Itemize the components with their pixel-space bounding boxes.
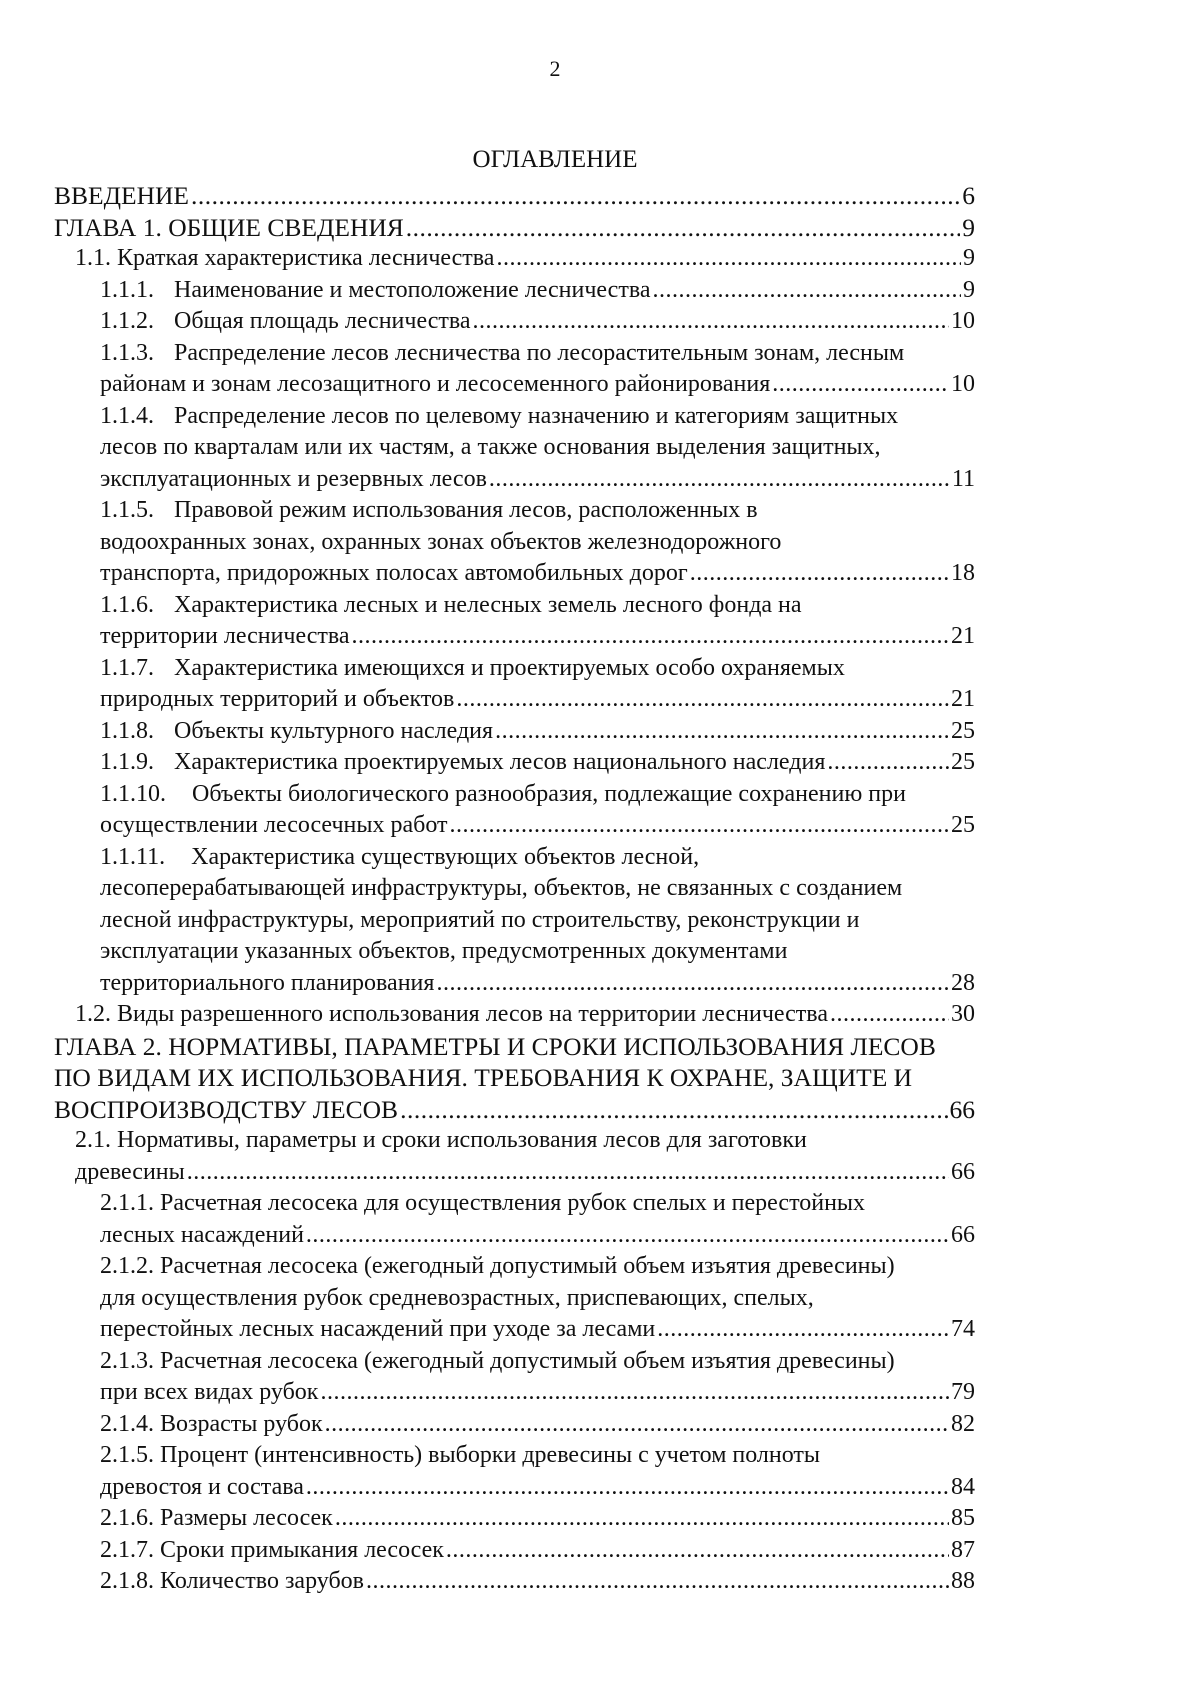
toc-entry-number: 1.1.8. xyxy=(100,717,154,744)
toc-list xyxy=(0,180,1200,1598)
dot-leader xyxy=(652,275,961,307)
toc-entry-number: 1.1.2. xyxy=(100,308,154,334)
toc-entry-text: перестойных лесных насаждений при уходе за лесами xyxy=(100,1316,656,1342)
toc-page-number: 21 xyxy=(951,623,975,649)
dot-leader xyxy=(306,1472,949,1504)
toc-page-number: 85 xyxy=(951,1505,975,1531)
toc-entry[interactable] xyxy=(100,653,975,716)
toc-page-number: 25 xyxy=(951,812,975,838)
toc-entry-number: 1.1.3. xyxy=(100,339,154,366)
toc-entry-text: территориального планирования xyxy=(100,969,435,996)
toc-entry[interactable] xyxy=(100,401,975,496)
toc-page-number: 10 xyxy=(951,371,975,397)
toc-entry-text: 2.1.4. Возрасты рубок xyxy=(100,1410,323,1437)
toc-entry-text: 1.1. Краткая характеристика лесничества xyxy=(75,245,495,271)
toc-page-number: 28 xyxy=(951,969,975,996)
toc-entry-text: ПО ВИДАМ ИХ ИСПОЛЬЗОВАНИЯ. ТРЕБОВАНИЯ К ОХРАНЕ, ЗАЩИТЕ И xyxy=(54,1063,913,1092)
dot-leader xyxy=(325,1409,949,1441)
toc-entry-number: 1.1.6. xyxy=(100,591,154,618)
toc-page-number: 6 xyxy=(962,181,975,210)
dot-leader xyxy=(400,1094,947,1126)
toc-entry[interactable] xyxy=(100,779,975,842)
toc-entry[interactable] xyxy=(54,1031,975,1126)
toc-entry[interactable] xyxy=(100,1535,975,1567)
toc-page-number: 9 xyxy=(963,276,975,303)
toc-page-number: 88 xyxy=(951,1568,975,1594)
toc-entry-text: древостоя и состава xyxy=(100,1473,304,1500)
toc-entry[interactable] xyxy=(54,180,975,212)
toc-title: ОГЛАВЛЕНИЕ xyxy=(472,146,638,173)
toc-entry-text: Характеристика лесных и нелесных земель лесного фонда на xyxy=(174,591,802,618)
toc-entry-text: эксплуатации указанных объектов, предусмотренных документами xyxy=(100,938,788,964)
dot-leader xyxy=(406,212,960,244)
toc-entry-text: для осуществления рубок средневозрастных, приспевающих, спелых, xyxy=(100,1284,814,1311)
toc-entry-text: 2.1.3. Расчетная лесосека (ежегодный допустимый объем изъятия древесины) xyxy=(100,1347,895,1374)
dot-leader xyxy=(489,464,950,496)
toc-entry-text: территории лесничества xyxy=(100,623,350,649)
toc-page-number: 66 xyxy=(951,1158,975,1185)
toc-entry-text: Распределение лесов по целевому назначению и категориям защитных xyxy=(174,402,899,429)
toc-entry-text: лесоперерабатывающей инфраструктуры, объектов, не связанных с созданием xyxy=(100,875,903,901)
dot-leader xyxy=(772,369,949,401)
toc-page-number: 82 xyxy=(951,1410,975,1437)
toc-entry-text: 2.1.2. Расчетная лесосека (ежегодный допустимый объем изъятия древесины) xyxy=(100,1253,895,1279)
dot-leader xyxy=(446,1535,949,1567)
toc-page-number: 66 xyxy=(951,1221,975,1248)
toc-entry-text: 2.1.7. Сроки примыкания лесосек xyxy=(100,1536,444,1563)
toc-page-number: 10 xyxy=(951,308,975,334)
dot-leader xyxy=(827,747,949,779)
dot-leader xyxy=(690,558,949,590)
toc-page-number: 18 xyxy=(951,560,975,586)
toc-entry-text: лесной инфраструктуры, мероприятий по строительству, реконструкции и xyxy=(100,906,860,933)
dot-leader xyxy=(352,621,949,653)
toc-entry-text: при всех видах рубок xyxy=(100,1379,319,1405)
toc-entry[interactable] xyxy=(100,842,975,1000)
toc-entry[interactable] xyxy=(100,590,975,653)
toc-entry-text: водоохранных зонах, охранных зонах объектов железнодорожного xyxy=(100,528,782,555)
toc-entry-text: 2.1.1. Расчетная лесосека для осуществления рубок спелых и перестойных xyxy=(100,1190,866,1216)
toc-entry[interactable] xyxy=(100,716,975,748)
dot-leader xyxy=(657,1314,949,1346)
toc-page-number: 11 xyxy=(951,465,975,492)
dot-leader xyxy=(191,180,960,212)
toc-page-number: 25 xyxy=(951,749,975,775)
toc-entry[interactable] xyxy=(100,1503,975,1535)
toc-page-number: 84 xyxy=(951,1473,975,1500)
toc-entry-number: 1.1.10. xyxy=(100,780,166,807)
toc-entry-text: 1.2. Виды разрешенного использования лесов на территории лесничества xyxy=(75,1001,828,1027)
toc-entry-text: осуществлении лесосечных работ xyxy=(100,812,448,838)
dot-leader xyxy=(450,810,949,842)
toc-entry[interactable] xyxy=(100,1440,975,1503)
dot-leader xyxy=(436,968,949,1000)
toc-entry[interactable] xyxy=(75,243,975,275)
toc-entry[interactable] xyxy=(100,1188,975,1251)
dot-leader xyxy=(496,243,961,275)
toc-entry[interactable] xyxy=(100,1251,975,1346)
toc-entry-number: 1.1.9. xyxy=(100,749,154,775)
toc-entry[interactable] xyxy=(100,275,975,307)
toc-entry-text: 2.1. Нормативы, параметры и сроки использования лесов для заготовки xyxy=(75,1127,807,1153)
toc-entry-text: 2.1.5. Процент (интенсивность) выборки древесины с учетом полноты xyxy=(100,1442,821,1468)
dot-leader xyxy=(473,306,949,338)
toc-entry[interactable] xyxy=(100,495,975,590)
toc-entry-text: ВВЕДЕНИЕ xyxy=(54,181,189,210)
toc-entry-number: 1.1.5. xyxy=(100,497,154,523)
toc-entry-text: Объекты биологического разнообразия, подлежащие сохранению при xyxy=(192,780,906,807)
toc-page-number: 74 xyxy=(951,1316,975,1342)
toc-entry-text: районам и зонам лесозащитного и лесосеменного районирования xyxy=(100,371,771,397)
toc-entry-text: 2.1.6. Размеры лесосек xyxy=(100,1505,333,1531)
toc-entry-text: Характеристика проектируемых лесов национального наследия xyxy=(174,749,826,775)
page-number: 2 xyxy=(549,56,561,81)
toc-entry-text: ГЛАВА 2. НОРМАТИВЫ, ПАРАМЕТРЫ И СРОКИ ИСПОЛЬЗОВАНИЯ ЛЕСОВ xyxy=(54,1031,936,1061)
toc-entry-number: 1.1.1. xyxy=(100,276,154,303)
toc-page-number: 79 xyxy=(951,1379,975,1405)
toc-page-number: 25 xyxy=(951,717,975,744)
toc-entry-text: природных территорий и объектов xyxy=(100,686,455,712)
dot-leader xyxy=(306,1220,949,1252)
toc-page-number: 30 xyxy=(951,1001,975,1027)
toc-entry[interactable] xyxy=(100,1566,975,1598)
toc-page-number: 21 xyxy=(951,686,975,712)
dot-leader xyxy=(320,1377,949,1409)
toc-entry-text: Наименование и местоположение лесничества xyxy=(174,276,651,303)
toc-page-number: 9 xyxy=(962,212,975,242)
toc-entry[interactable] xyxy=(100,1346,975,1409)
toc-entry[interactable] xyxy=(100,306,975,338)
toc-entry-text: Характеристика имеющихся и проектируемых особо охраняемых xyxy=(174,654,845,681)
toc-entry-text: Общая площадь лесничества xyxy=(174,308,471,334)
dot-leader xyxy=(335,1503,949,1535)
toc-entry-text: 2.1.8. Количество зарубов xyxy=(100,1568,364,1594)
toc-page-number: 66 xyxy=(949,1094,975,1124)
toc-entry-text: лесных насаждений xyxy=(100,1221,304,1248)
dot-leader xyxy=(456,684,949,716)
toc-entry-number: 1.1.4. xyxy=(100,402,154,429)
dot-leader xyxy=(495,716,949,748)
toc-entry-number: 1.1.11. xyxy=(100,843,166,870)
dot-leader xyxy=(187,1157,949,1189)
toc-entry-text: ВОСПРОИЗВОДСТВУ ЛЕСОВ xyxy=(54,1094,399,1124)
toc-entry-text: Характеристика существующих объектов лесной, xyxy=(191,843,700,870)
toc-entry[interactable] xyxy=(100,338,975,401)
toc-entry[interactable] xyxy=(100,747,975,779)
toc-entry[interactable] xyxy=(75,1125,975,1188)
dot-leader xyxy=(366,1566,949,1598)
toc-entry[interactable] xyxy=(54,212,975,244)
toc-entry-number: 1.1.7. xyxy=(100,654,154,681)
toc-entry-text: древесины xyxy=(75,1158,185,1185)
toc-entry[interactable] xyxy=(100,1409,975,1441)
toc-entry[interactable] xyxy=(75,999,975,1031)
toc-entry-text: Правовой режим использования лесов, расположенных в xyxy=(174,497,758,523)
toc-entry-text: ГЛАВА 1. ОБЩИЕ СВЕДЕНИЯ xyxy=(54,212,404,242)
dot-leader xyxy=(830,999,949,1031)
toc-entry-text: Объекты культурного наследия xyxy=(174,717,494,744)
toc-page-number: 87 xyxy=(951,1536,975,1563)
toc-entry-text: Распределение лесов лесничества по лесорастительным зонам, лесным xyxy=(174,339,905,366)
toc-entry-text: лесов по кварталам или их частям, а также основания выделения защитных, xyxy=(100,434,881,460)
toc-page-number: 9 xyxy=(963,245,975,271)
toc-entry-text: эксплуатационных и резервных лесов xyxy=(100,465,487,492)
toc-entry-text: транспорта, придорожных полосах автомобильных дорог xyxy=(100,560,688,586)
